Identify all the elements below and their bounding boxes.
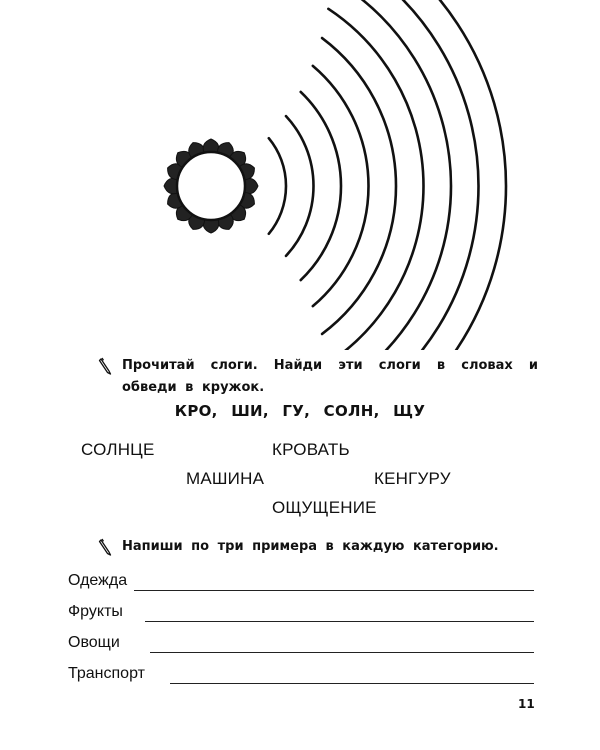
wave-arc	[328, 9, 423, 350]
sun-illustration	[0, 0, 600, 350]
wave-arc	[332, 0, 479, 350]
category-label-fruits: Фрукты	[68, 603, 123, 620]
wave-arc	[322, 38, 396, 334]
word-mashina: МАШИНА	[186, 469, 265, 488]
syllables-list: КРО, ШИ, ГУ, СОЛН, ЩУ	[174, 402, 426, 420]
task-categories-instruction	[102, 536, 538, 558]
word-oshchushchenie: ОЩУЩЕНИЕ	[272, 498, 377, 517]
wave-arc	[301, 92, 341, 280]
answer-line-fruits[interactable]	[145, 621, 534, 622]
instruction-text: Напиши по три примера в каждую категорию.	[122, 539, 499, 554]
sound-wave-arcs	[269, 0, 506, 350]
pencil-icon	[98, 357, 114, 375]
wave-arc	[269, 138, 286, 234]
category-label-vegetables: Овощи	[68, 634, 120, 651]
word-krovat: КРОВАТЬ	[272, 440, 350, 459]
category-label-transport: Транспорт	[68, 665, 145, 682]
pencil-icon	[98, 538, 114, 556]
sun-icon	[164, 139, 258, 233]
category-label-clothes: Одежда	[68, 572, 128, 589]
answer-line-vegetables[interactable]	[150, 652, 534, 653]
answer-line-clothes[interactable]	[134, 590, 534, 591]
page-number: 11	[518, 697, 535, 711]
wave-arc	[286, 116, 314, 256]
word-solntse: СОЛНЦЕ	[81, 440, 155, 459]
answer-line-transport[interactable]	[170, 683, 534, 684]
word-kenguru: КЕНГУРУ	[374, 469, 451, 488]
task-syllables-instruction	[102, 355, 538, 399]
instruction-text: Прочитай слоги. Найди эти слоги в словах и обведи в кружок.	[122, 358, 538, 395]
